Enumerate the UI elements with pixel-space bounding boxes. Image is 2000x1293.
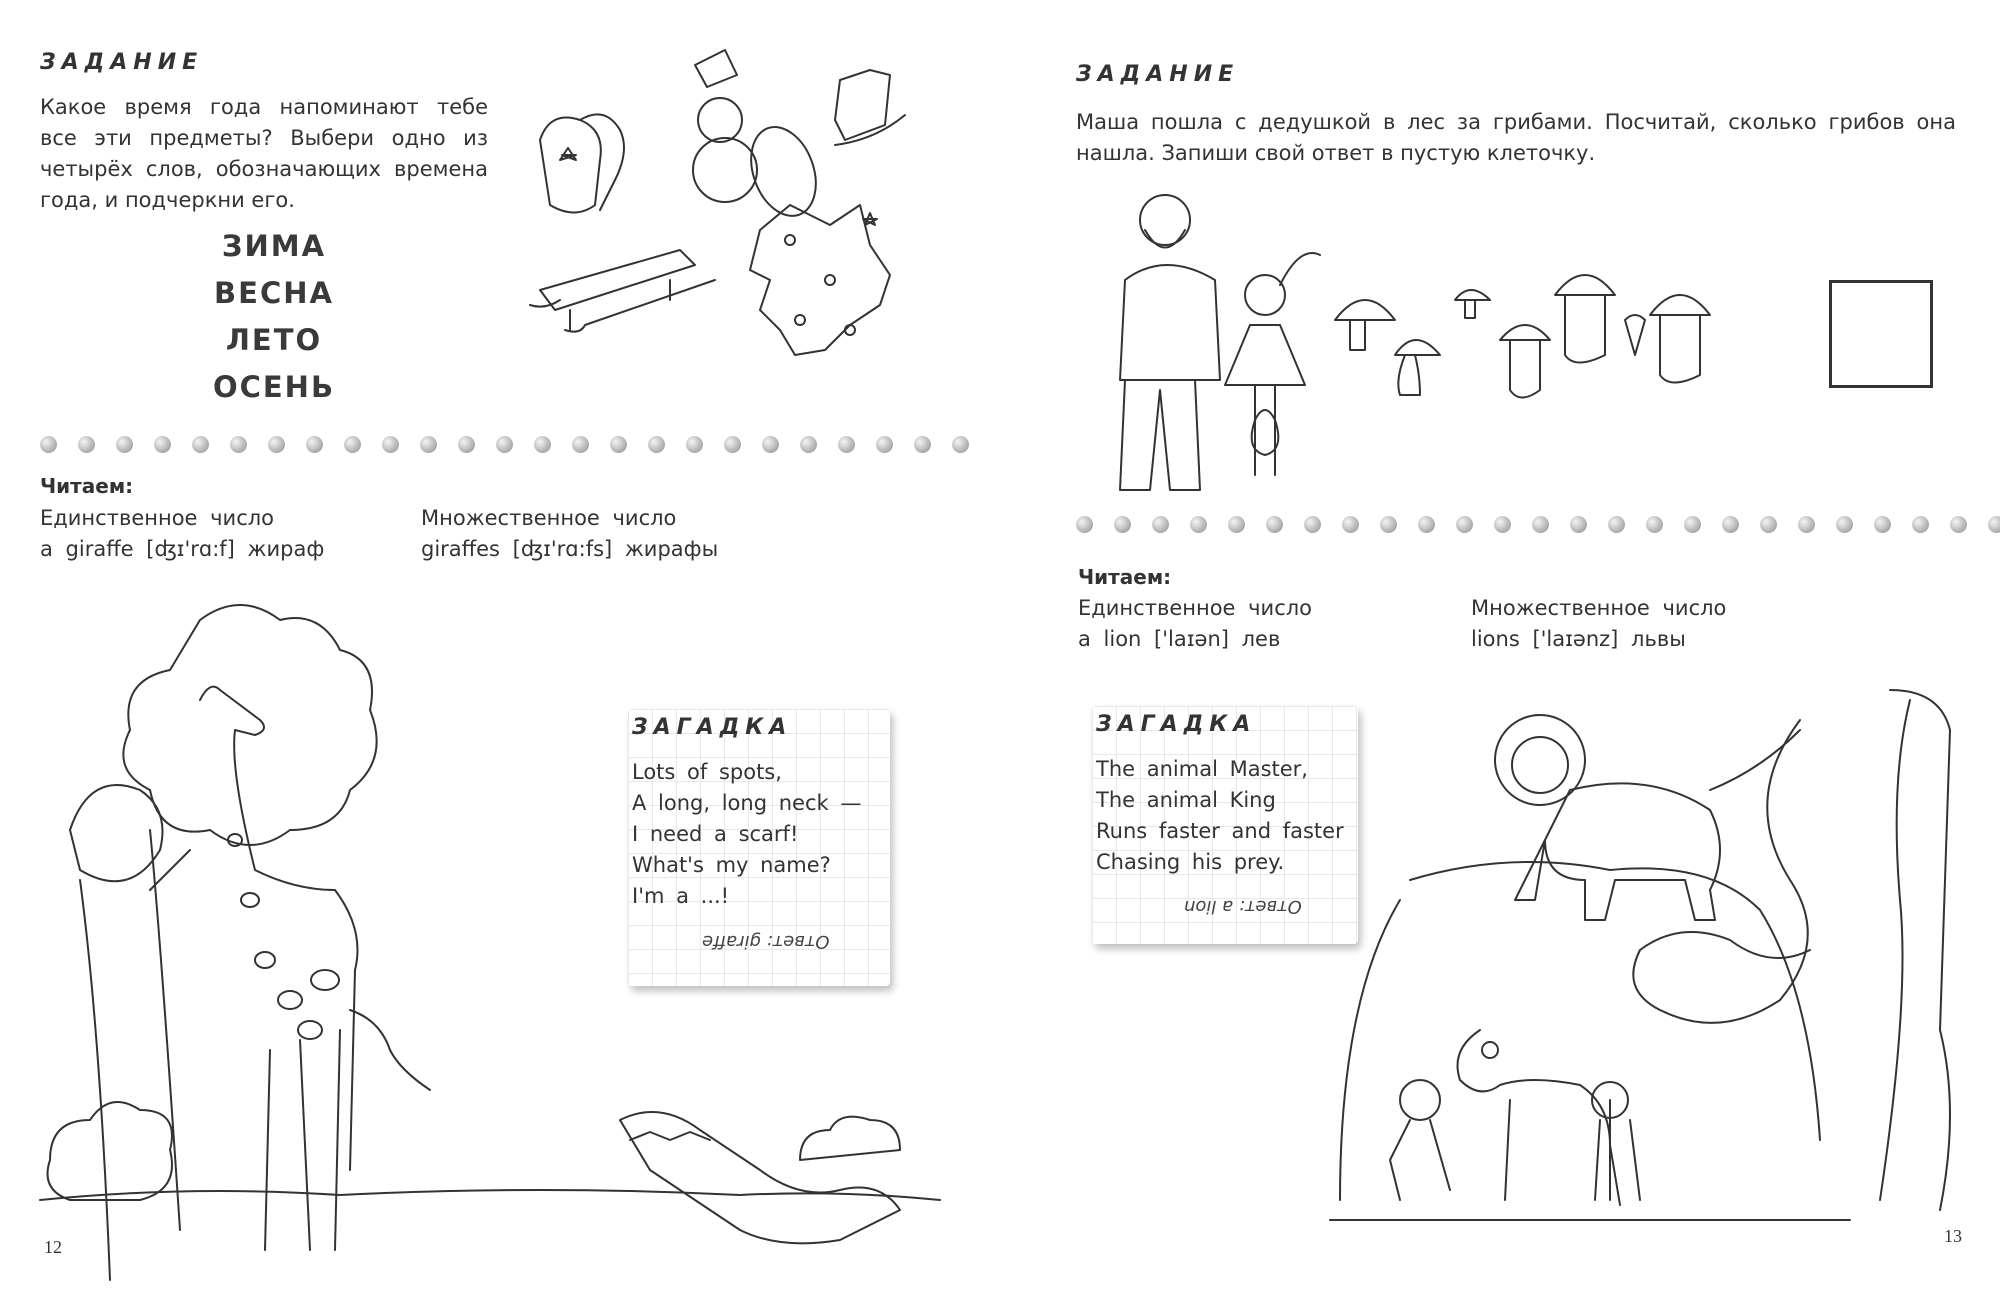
strawberry-icon xyxy=(1625,315,1645,355)
singular-word: a giraffe [ʤɪ'rɑ:f] жираф xyxy=(40,537,325,561)
task-text-line: все эти предметы? Выбери одно из xyxy=(40,126,488,150)
plural-word: lions ['laɪənz] львы xyxy=(1471,627,1686,651)
season-word-winter[interactable]: ЗИМА xyxy=(221,229,327,263)
reading-heading: Читаем: xyxy=(1078,565,1172,589)
riddle-lines xyxy=(1096,754,1344,878)
riddle-card xyxy=(628,709,890,986)
grandfather-icon xyxy=(1120,195,1220,490)
tree-icon xyxy=(1880,690,1950,1210)
riddle-line: The animal Master, xyxy=(1096,757,1308,781)
snake-icon xyxy=(1633,720,1810,1023)
christmas-tree-icon xyxy=(750,205,890,355)
cub-icon xyxy=(1390,1080,1640,1200)
riddle-line: A long, long neck — xyxy=(632,791,862,815)
answer-box[interactable] xyxy=(1829,280,1933,388)
riddle-line: Lots of spots, xyxy=(632,760,782,784)
mushroom-hunt-illustration xyxy=(1095,190,1715,500)
page-number: 12 xyxy=(44,1237,62,1257)
crocodile-icon xyxy=(620,1112,900,1243)
singular-word: a lion ['laɪən] лев xyxy=(1078,627,1281,651)
reading-heading: Читаем: xyxy=(40,474,134,498)
page-number: 13 xyxy=(1944,1226,1962,1246)
riddle-answer: Ответ: a lion xyxy=(1184,896,1302,917)
rock-icon xyxy=(1330,862,1850,1220)
task-text-line: четырёх слов, обозначающих времена xyxy=(40,157,488,181)
mittens-icon xyxy=(540,114,624,212)
tree-icon xyxy=(70,605,377,1280)
task-text-line: Маша пошла с дедушкой в лес за грибами. Посчитай, сколько грибов она xyxy=(1076,110,1956,134)
plural-label: Множественное число xyxy=(421,506,677,530)
task-text xyxy=(1076,107,1956,169)
winter-items-illustration xyxy=(520,40,920,410)
riddle-card xyxy=(1092,706,1358,944)
girl-icon xyxy=(1225,253,1320,475)
task-text-line: Какое время года напоминают тебе xyxy=(40,95,488,119)
riddle-line: The animal King xyxy=(1096,788,1276,812)
season-word-spring[interactable]: ВЕСНА xyxy=(214,276,334,310)
riddle-answer-wrap xyxy=(702,931,830,952)
ice-skate-icon xyxy=(835,70,905,145)
sled-icon xyxy=(530,250,715,332)
season-word-summer[interactable]: ЛЕТО xyxy=(225,323,323,357)
task-text-line: нашла. Запиши свой ответ в пустую клеточку. xyxy=(1076,141,1596,165)
riddle-answer-wrap xyxy=(1184,896,1302,917)
snowman-icon xyxy=(693,50,827,225)
divider-dots xyxy=(1076,516,2000,533)
riddle-heading: ЗАГАДКА xyxy=(632,715,793,740)
riddle-lines xyxy=(632,757,861,912)
plural-word: giraffes [ʤɪ'rɑ:fs] жирафы xyxy=(421,537,719,561)
plural-label: Множественное число xyxy=(1471,596,1727,620)
task-heading: ЗАДАНИЕ xyxy=(40,50,204,75)
lion-scene-illustration xyxy=(1330,680,1970,1260)
riddle-heading: ЗАГАДКА xyxy=(1096,712,1257,737)
riddle-answer: Ответ: giraffe xyxy=(702,931,830,952)
season-word-autumn[interactable]: ОСЕНЬ xyxy=(212,370,336,404)
task-text xyxy=(40,92,488,216)
lion-icon xyxy=(1495,715,1800,920)
divider-dots xyxy=(40,436,969,453)
riddle-line: Chasing his prey. xyxy=(1096,850,1285,874)
riddle-line: I need a scarf! xyxy=(632,822,799,846)
riddle-line: What's my name? xyxy=(632,853,831,877)
task-heading: ЗАДАНИЕ xyxy=(1076,62,1240,87)
giraffe-icon xyxy=(200,687,430,1250)
singular-label: Единственное число xyxy=(40,506,275,530)
task-text-line: года, и подчеркни его. xyxy=(40,188,295,212)
singular-label: Единственное число xyxy=(1078,596,1313,620)
riddle-line: Runs faster and faster xyxy=(1096,819,1344,843)
riddle-line: I'm a ...! xyxy=(632,884,730,908)
mushroom-icon xyxy=(1335,275,1710,398)
